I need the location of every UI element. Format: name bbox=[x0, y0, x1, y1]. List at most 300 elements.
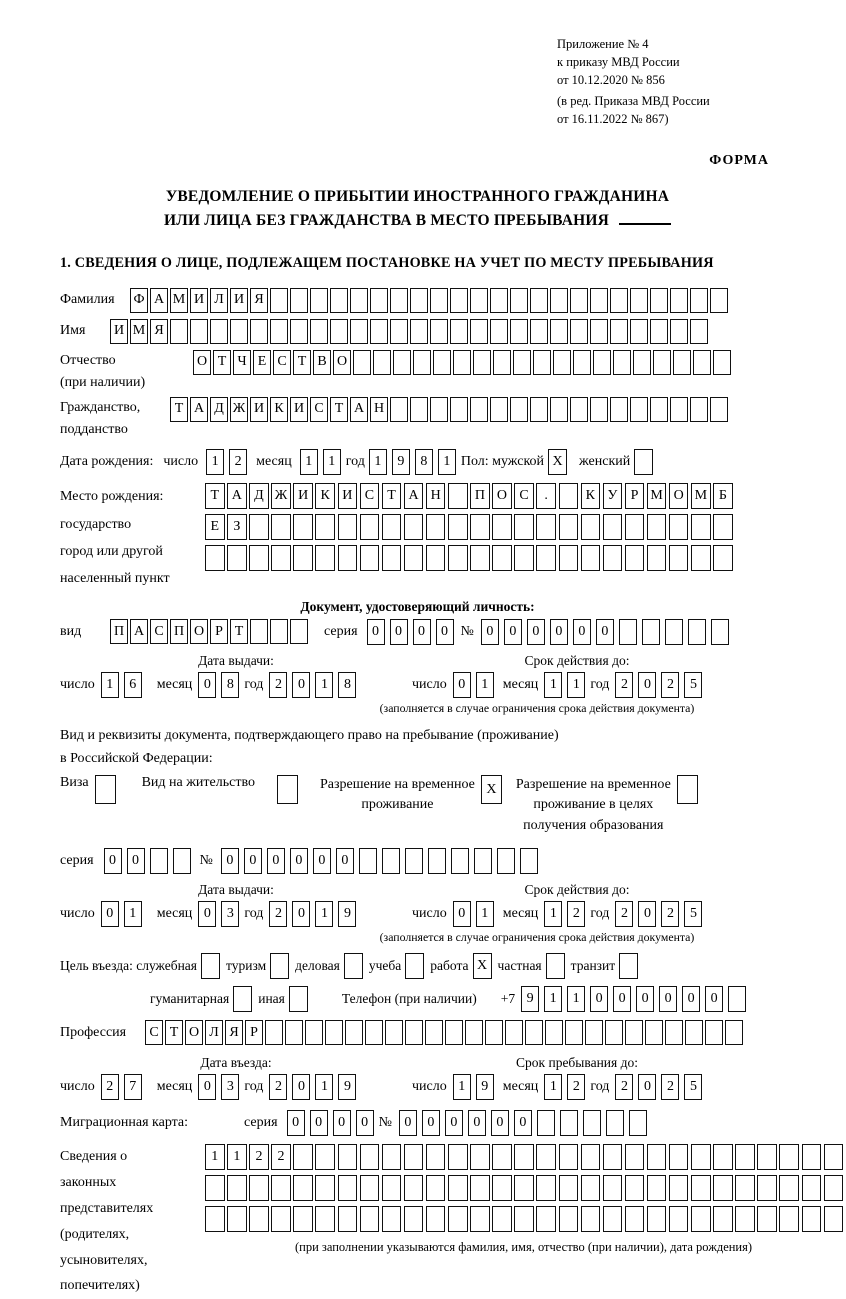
char-cell[interactable] bbox=[713, 545, 733, 571]
char-cell[interactable] bbox=[393, 350, 411, 375]
char-cell[interactable] bbox=[665, 1020, 683, 1045]
char-cell[interactable] bbox=[530, 288, 548, 313]
char-cell[interactable]: 0 bbox=[613, 986, 631, 1012]
char-cell[interactable] bbox=[470, 1144, 490, 1170]
char-cell[interactable] bbox=[590, 319, 608, 344]
char-cell[interactable] bbox=[690, 319, 708, 344]
char-cell[interactable]: 1 bbox=[476, 901, 494, 927]
char-cell[interactable] bbox=[735, 1206, 755, 1232]
char-cell[interactable] bbox=[430, 397, 448, 422]
char-cell[interactable] bbox=[610, 319, 628, 344]
char-cell[interactable]: 2 bbox=[661, 672, 679, 698]
char-cell[interactable] bbox=[713, 1144, 733, 1170]
char-cell[interactable]: С bbox=[150, 619, 168, 644]
char-cell[interactable] bbox=[404, 1175, 424, 1201]
char-cell[interactable] bbox=[670, 397, 688, 422]
char-cell[interactable]: М bbox=[691, 483, 711, 509]
char-cell[interactable]: О bbox=[333, 350, 351, 375]
char-cell[interactable] bbox=[390, 319, 408, 344]
char-cell[interactable]: 0 bbox=[367, 619, 385, 645]
char-cell[interactable] bbox=[390, 397, 408, 422]
char-cell[interactable]: П bbox=[170, 619, 188, 644]
char-cell[interactable] bbox=[293, 514, 313, 540]
char-cell[interactable]: 8 bbox=[415, 449, 433, 475]
char-cell[interactable] bbox=[647, 1144, 667, 1170]
char-cell[interactable]: 2 bbox=[229, 449, 247, 475]
char-cell[interactable]: Л bbox=[205, 1020, 223, 1045]
char-cell[interactable] bbox=[382, 1175, 402, 1201]
char-cell[interactable] bbox=[625, 1206, 645, 1232]
char-cell[interactable] bbox=[802, 1206, 822, 1232]
char-cell[interactable]: 8 bbox=[221, 672, 239, 698]
char-cell[interactable] bbox=[448, 545, 468, 571]
char-cell[interactable]: 9 bbox=[476, 1074, 494, 1100]
char-cell[interactable]: Я bbox=[250, 288, 268, 313]
char-cell[interactable]: 2 bbox=[567, 901, 585, 927]
char-cell[interactable] bbox=[285, 1020, 303, 1045]
char-cell[interactable] bbox=[497, 848, 515, 874]
char-cell[interactable]: О bbox=[193, 350, 211, 375]
char-cell[interactable] bbox=[606, 1110, 624, 1136]
char-cell[interactable] bbox=[633, 350, 651, 375]
char-cell[interactable] bbox=[365, 1020, 383, 1045]
char-cell[interactable]: Т bbox=[382, 483, 402, 509]
char-cell[interactable] bbox=[514, 1144, 534, 1170]
char-cell[interactable] bbox=[603, 545, 623, 571]
char-cell[interactable]: 1 bbox=[438, 449, 456, 475]
char-cell[interactable] bbox=[345, 1020, 363, 1045]
char-cell[interactable]: 2 bbox=[615, 1074, 633, 1100]
char-cell[interactable] bbox=[492, 514, 512, 540]
char-cell[interactable] bbox=[250, 619, 268, 644]
char-cell[interactable] bbox=[360, 545, 380, 571]
char-cell[interactable] bbox=[385, 1020, 403, 1045]
char-cell[interactable] bbox=[536, 1206, 556, 1232]
char-cell[interactable] bbox=[691, 1175, 711, 1201]
char-cell[interactable] bbox=[629, 1110, 647, 1136]
char-cell[interactable] bbox=[370, 288, 388, 313]
char-cell[interactable]: Т bbox=[205, 483, 225, 509]
char-cell[interactable] bbox=[688, 619, 706, 645]
char-cell[interactable]: X bbox=[473, 953, 492, 979]
char-cell[interactable]: В bbox=[313, 350, 331, 375]
char-cell[interactable] bbox=[404, 545, 424, 571]
char-cell[interactable] bbox=[315, 514, 335, 540]
char-cell[interactable] bbox=[757, 1175, 777, 1201]
char-cell[interactable] bbox=[315, 1206, 335, 1232]
char-cell[interactable]: Я bbox=[225, 1020, 243, 1045]
char-cell[interactable] bbox=[470, 545, 490, 571]
char-cell[interactable] bbox=[581, 1206, 601, 1232]
char-cell[interactable] bbox=[360, 1175, 380, 1201]
char-cell[interactable] bbox=[581, 1144, 601, 1170]
char-cell[interactable]: 1 bbox=[101, 672, 119, 698]
char-cell[interactable] bbox=[325, 1020, 343, 1045]
char-cell[interactable]: А bbox=[190, 397, 208, 422]
char-cell[interactable] bbox=[559, 483, 579, 509]
char-cell[interactable]: И bbox=[110, 319, 128, 344]
char-cell[interactable] bbox=[373, 350, 391, 375]
char-cell[interactable] bbox=[757, 1144, 777, 1170]
char-cell[interactable] bbox=[410, 319, 428, 344]
char-cell[interactable]: 0 bbox=[290, 848, 308, 874]
char-cell[interactable]: 1 bbox=[300, 449, 318, 475]
char-cell[interactable]: 0 bbox=[127, 848, 145, 874]
char-cell[interactable]: Р bbox=[245, 1020, 263, 1045]
char-cell[interactable] bbox=[510, 397, 528, 422]
char-cell[interactable] bbox=[473, 350, 491, 375]
char-cell[interactable] bbox=[451, 848, 469, 874]
char-cell[interactable]: М bbox=[170, 288, 188, 313]
char-cell[interactable] bbox=[670, 288, 688, 313]
char-cell[interactable] bbox=[559, 1144, 579, 1170]
char-cell[interactable]: П bbox=[110, 619, 128, 644]
char-cell[interactable] bbox=[227, 1206, 247, 1232]
char-cell[interactable] bbox=[448, 1144, 468, 1170]
char-cell[interactable]: Ч bbox=[233, 350, 251, 375]
char-cell[interactable]: 1 bbox=[323, 449, 341, 475]
char-cell[interactable] bbox=[514, 514, 534, 540]
char-cell[interactable] bbox=[205, 1206, 225, 1232]
char-cell[interactable] bbox=[669, 1144, 689, 1170]
char-cell[interactable] bbox=[227, 545, 247, 571]
char-cell[interactable] bbox=[293, 1144, 313, 1170]
char-cell[interactable] bbox=[233, 986, 252, 1012]
char-cell[interactable] bbox=[581, 514, 601, 540]
char-cell[interactable]: Т bbox=[165, 1020, 183, 1045]
char-cell[interactable] bbox=[625, 1144, 645, 1170]
char-cell[interactable]: Р bbox=[625, 483, 645, 509]
char-cell[interactable] bbox=[570, 319, 588, 344]
char-cell[interactable] bbox=[565, 1020, 583, 1045]
char-cell[interactable] bbox=[448, 514, 468, 540]
char-cell[interactable] bbox=[669, 545, 689, 571]
char-cell[interactable] bbox=[530, 319, 548, 344]
char-cell[interactable] bbox=[315, 1175, 335, 1201]
char-cell[interactable] bbox=[536, 514, 556, 540]
char-cell[interactable] bbox=[642, 619, 660, 645]
char-cell[interactable] bbox=[514, 1175, 534, 1201]
char-cell[interactable]: К bbox=[315, 483, 335, 509]
char-cell[interactable] bbox=[603, 514, 623, 540]
char-cell[interactable] bbox=[553, 350, 571, 375]
char-cell[interactable] bbox=[735, 1144, 755, 1170]
char-cell[interactable] bbox=[669, 1175, 689, 1201]
char-cell[interactable] bbox=[338, 514, 358, 540]
char-cell[interactable] bbox=[570, 288, 588, 313]
char-cell[interactable] bbox=[205, 1175, 225, 1201]
char-cell[interactable] bbox=[559, 545, 579, 571]
char-cell[interactable] bbox=[779, 1175, 799, 1201]
char-cell[interactable]: Ф bbox=[130, 288, 148, 313]
char-cell[interactable] bbox=[173, 848, 191, 874]
char-cell[interactable] bbox=[492, 545, 512, 571]
char-cell[interactable] bbox=[390, 288, 408, 313]
char-cell[interactable] bbox=[490, 397, 508, 422]
char-cell[interactable] bbox=[613, 350, 631, 375]
char-cell[interactable] bbox=[650, 397, 668, 422]
char-cell[interactable]: 9 bbox=[392, 449, 410, 475]
char-cell[interactable] bbox=[270, 953, 289, 979]
char-cell[interactable]: 1 bbox=[453, 1074, 471, 1100]
char-cell[interactable] bbox=[453, 350, 471, 375]
char-cell[interactable]: 7 bbox=[124, 1074, 142, 1100]
char-cell[interactable]: И bbox=[230, 288, 248, 313]
char-cell[interactable] bbox=[673, 350, 691, 375]
char-cell[interactable]: 0 bbox=[638, 672, 656, 698]
char-cell[interactable]: 0 bbox=[514, 1110, 532, 1136]
char-cell[interactable]: 2 bbox=[615, 672, 633, 698]
char-cell[interactable] bbox=[410, 288, 428, 313]
char-cell[interactable] bbox=[728, 986, 746, 1012]
char-cell[interactable] bbox=[338, 1144, 358, 1170]
char-cell[interactable] bbox=[271, 514, 291, 540]
char-cell[interactable] bbox=[691, 545, 711, 571]
char-cell[interactable]: 1 bbox=[315, 672, 333, 698]
char-cell[interactable]: 0 bbox=[356, 1110, 374, 1136]
char-cell[interactable]: 0 bbox=[573, 619, 591, 645]
char-cell[interactable]: 0 bbox=[292, 901, 310, 927]
char-cell[interactable]: Т bbox=[170, 397, 188, 422]
char-cell[interactable] bbox=[690, 397, 708, 422]
char-cell[interactable] bbox=[470, 288, 488, 313]
char-cell[interactable]: О bbox=[190, 619, 208, 644]
char-cell[interactable]: 1 bbox=[544, 986, 562, 1012]
char-cell[interactable]: О bbox=[185, 1020, 203, 1045]
char-cell[interactable] bbox=[190, 319, 208, 344]
char-cell[interactable]: 1 bbox=[206, 449, 224, 475]
char-cell[interactable] bbox=[289, 986, 308, 1012]
char-cell[interactable] bbox=[603, 1144, 623, 1170]
char-cell[interactable]: 2 bbox=[249, 1144, 269, 1170]
char-cell[interactable]: Ж bbox=[271, 483, 291, 509]
char-cell[interactable]: X bbox=[481, 775, 502, 804]
char-cell[interactable] bbox=[647, 1206, 667, 1232]
char-cell[interactable]: 0 bbox=[705, 986, 723, 1012]
char-cell[interactable] bbox=[690, 288, 708, 313]
char-cell[interactable] bbox=[382, 1144, 402, 1170]
char-cell[interactable]: П bbox=[470, 483, 490, 509]
char-cell[interactable]: 0 bbox=[422, 1110, 440, 1136]
char-cell[interactable] bbox=[426, 1144, 446, 1170]
char-cell[interactable]: 1 bbox=[544, 901, 562, 927]
char-cell[interactable] bbox=[583, 1110, 601, 1136]
char-cell[interactable] bbox=[370, 319, 388, 344]
char-cell[interactable]: 0 bbox=[468, 1110, 486, 1136]
char-cell[interactable] bbox=[779, 1206, 799, 1232]
char-cell[interactable]: Д bbox=[210, 397, 228, 422]
char-cell[interactable] bbox=[710, 288, 728, 313]
char-cell[interactable]: О bbox=[492, 483, 512, 509]
char-cell[interactable] bbox=[593, 350, 611, 375]
char-cell[interactable]: 1 bbox=[205, 1144, 225, 1170]
char-cell[interactable] bbox=[560, 1110, 578, 1136]
char-cell[interactable] bbox=[271, 545, 291, 571]
char-cell[interactable] bbox=[293, 545, 313, 571]
char-cell[interactable]: С bbox=[145, 1020, 163, 1045]
char-cell[interactable] bbox=[536, 545, 556, 571]
char-cell[interactable]: Т bbox=[330, 397, 348, 422]
char-cell[interactable] bbox=[647, 545, 667, 571]
char-cell[interactable] bbox=[735, 1175, 755, 1201]
char-cell[interactable] bbox=[426, 545, 446, 571]
char-cell[interactable] bbox=[271, 1206, 291, 1232]
char-cell[interactable]: 1 bbox=[544, 672, 562, 698]
char-cell[interactable] bbox=[653, 350, 671, 375]
char-cell[interactable]: 0 bbox=[453, 672, 471, 698]
char-cell[interactable] bbox=[404, 1144, 424, 1170]
char-cell[interactable]: 0 bbox=[313, 848, 331, 874]
char-cell[interactable] bbox=[669, 514, 689, 540]
char-cell[interactable] bbox=[310, 288, 328, 313]
char-cell[interactable]: 6 bbox=[124, 672, 142, 698]
char-cell[interactable] bbox=[338, 1206, 358, 1232]
char-cell[interactable]: А bbox=[150, 288, 168, 313]
char-cell[interactable] bbox=[150, 848, 168, 874]
char-cell[interactable] bbox=[433, 350, 451, 375]
char-cell[interactable] bbox=[430, 319, 448, 344]
char-cell[interactable] bbox=[630, 319, 648, 344]
char-cell[interactable] bbox=[426, 1175, 446, 1201]
char-cell[interactable]: 0 bbox=[638, 1074, 656, 1100]
char-cell[interactable]: 2 bbox=[269, 1074, 287, 1100]
char-cell[interactable]: С bbox=[514, 483, 534, 509]
char-cell[interactable] bbox=[647, 514, 667, 540]
char-cell[interactable] bbox=[404, 1206, 424, 1232]
char-cell[interactable]: И bbox=[338, 483, 358, 509]
char-cell[interactable] bbox=[711, 619, 729, 645]
char-cell[interactable]: 0 bbox=[287, 1110, 305, 1136]
char-cell[interactable]: С bbox=[273, 350, 291, 375]
char-cell[interactable] bbox=[230, 319, 248, 344]
char-cell[interactable]: 0 bbox=[481, 619, 499, 645]
char-cell[interactable] bbox=[338, 545, 358, 571]
char-cell[interactable] bbox=[250, 319, 268, 344]
char-cell[interactable]: 3 bbox=[221, 1074, 239, 1100]
char-cell[interactable] bbox=[559, 1175, 579, 1201]
char-cell[interactable] bbox=[271, 1175, 291, 1201]
char-cell[interactable]: 0 bbox=[292, 672, 310, 698]
char-cell[interactable]: 1 bbox=[567, 986, 585, 1012]
char-cell[interactable]: 1 bbox=[227, 1144, 247, 1170]
char-cell[interactable] bbox=[353, 350, 371, 375]
char-cell[interactable] bbox=[277, 775, 298, 804]
char-cell[interactable] bbox=[344, 953, 363, 979]
char-cell[interactable] bbox=[305, 1020, 323, 1045]
char-cell[interactable]: И bbox=[290, 397, 308, 422]
char-cell[interactable]: Т bbox=[293, 350, 311, 375]
char-cell[interactable]: 3 bbox=[221, 901, 239, 927]
char-cell[interactable]: И bbox=[190, 288, 208, 313]
char-cell[interactable]: 0 bbox=[504, 619, 522, 645]
char-cell[interactable]: 2 bbox=[567, 1074, 585, 1100]
char-cell[interactable] bbox=[448, 483, 468, 509]
char-cell[interactable] bbox=[693, 350, 711, 375]
char-cell[interactable]: 2 bbox=[661, 901, 679, 927]
char-cell[interactable] bbox=[824, 1175, 844, 1201]
char-cell[interactable] bbox=[293, 1206, 313, 1232]
char-cell[interactable] bbox=[270, 288, 288, 313]
char-cell[interactable] bbox=[634, 449, 653, 475]
char-cell[interactable] bbox=[619, 953, 638, 979]
char-cell[interactable] bbox=[249, 545, 269, 571]
char-cell[interactable]: 9 bbox=[338, 901, 356, 927]
char-cell[interactable] bbox=[546, 953, 565, 979]
char-cell[interactable] bbox=[691, 514, 711, 540]
char-cell[interactable]: А bbox=[350, 397, 368, 422]
char-cell[interactable] bbox=[685, 1020, 703, 1045]
char-cell[interactable] bbox=[249, 514, 269, 540]
char-cell[interactable]: С bbox=[360, 483, 380, 509]
char-cell[interactable]: Л bbox=[210, 288, 228, 313]
char-cell[interactable]: М bbox=[130, 319, 148, 344]
char-cell[interactable]: К bbox=[581, 483, 601, 509]
char-cell[interactable] bbox=[405, 1020, 423, 1045]
char-cell[interactable]: К bbox=[270, 397, 288, 422]
char-cell[interactable] bbox=[492, 1175, 512, 1201]
char-cell[interactable] bbox=[205, 545, 225, 571]
char-cell[interactable] bbox=[581, 1175, 601, 1201]
char-cell[interactable] bbox=[450, 288, 468, 313]
char-cell[interactable]: У bbox=[603, 483, 623, 509]
char-cell[interactable]: О bbox=[669, 483, 689, 509]
char-cell[interactable] bbox=[448, 1175, 468, 1201]
char-cell[interactable] bbox=[382, 514, 402, 540]
char-cell[interactable]: 0 bbox=[527, 619, 545, 645]
char-cell[interactable]: 5 bbox=[684, 672, 702, 698]
char-cell[interactable] bbox=[537, 1110, 555, 1136]
char-cell[interactable] bbox=[470, 1206, 490, 1232]
char-cell[interactable] bbox=[382, 1206, 402, 1232]
char-cell[interactable]: 0 bbox=[445, 1110, 463, 1136]
char-cell[interactable]: Т bbox=[230, 619, 248, 644]
char-cell[interactable]: Ж bbox=[230, 397, 248, 422]
char-cell[interactable]: 2 bbox=[615, 901, 633, 927]
char-cell[interactable] bbox=[265, 1020, 283, 1045]
char-cell[interactable] bbox=[725, 1020, 743, 1045]
char-cell[interactable] bbox=[669, 1206, 689, 1232]
char-cell[interactable]: 0 bbox=[333, 1110, 351, 1136]
char-cell[interactable] bbox=[350, 319, 368, 344]
char-cell[interactable] bbox=[505, 1020, 523, 1045]
char-cell[interactable]: А bbox=[227, 483, 247, 509]
char-cell[interactable] bbox=[405, 953, 424, 979]
char-cell[interactable] bbox=[802, 1175, 822, 1201]
char-cell[interactable] bbox=[350, 288, 368, 313]
char-cell[interactable] bbox=[360, 1206, 380, 1232]
char-cell[interactable] bbox=[450, 397, 468, 422]
char-cell[interactable]: 0 bbox=[636, 986, 654, 1012]
char-cell[interactable] bbox=[824, 1206, 844, 1232]
char-cell[interactable] bbox=[330, 319, 348, 344]
char-cell[interactable]: Н bbox=[426, 483, 446, 509]
char-cell[interactable] bbox=[293, 1175, 313, 1201]
char-cell[interactable]: 2 bbox=[661, 1074, 679, 1100]
char-cell[interactable] bbox=[485, 1020, 503, 1045]
char-cell[interactable] bbox=[550, 397, 568, 422]
char-cell[interactable]: Я bbox=[150, 319, 168, 344]
char-cell[interactable] bbox=[470, 397, 488, 422]
char-cell[interactable]: 1 bbox=[567, 672, 585, 698]
char-cell[interactable] bbox=[315, 1144, 335, 1170]
char-cell[interactable] bbox=[757, 1206, 777, 1232]
char-cell[interactable] bbox=[677, 775, 698, 804]
char-cell[interactable] bbox=[650, 288, 668, 313]
char-cell[interactable] bbox=[550, 288, 568, 313]
char-cell[interactable]: Б bbox=[713, 483, 733, 509]
char-cell[interactable]: А bbox=[404, 483, 424, 509]
char-cell[interactable] bbox=[410, 397, 428, 422]
